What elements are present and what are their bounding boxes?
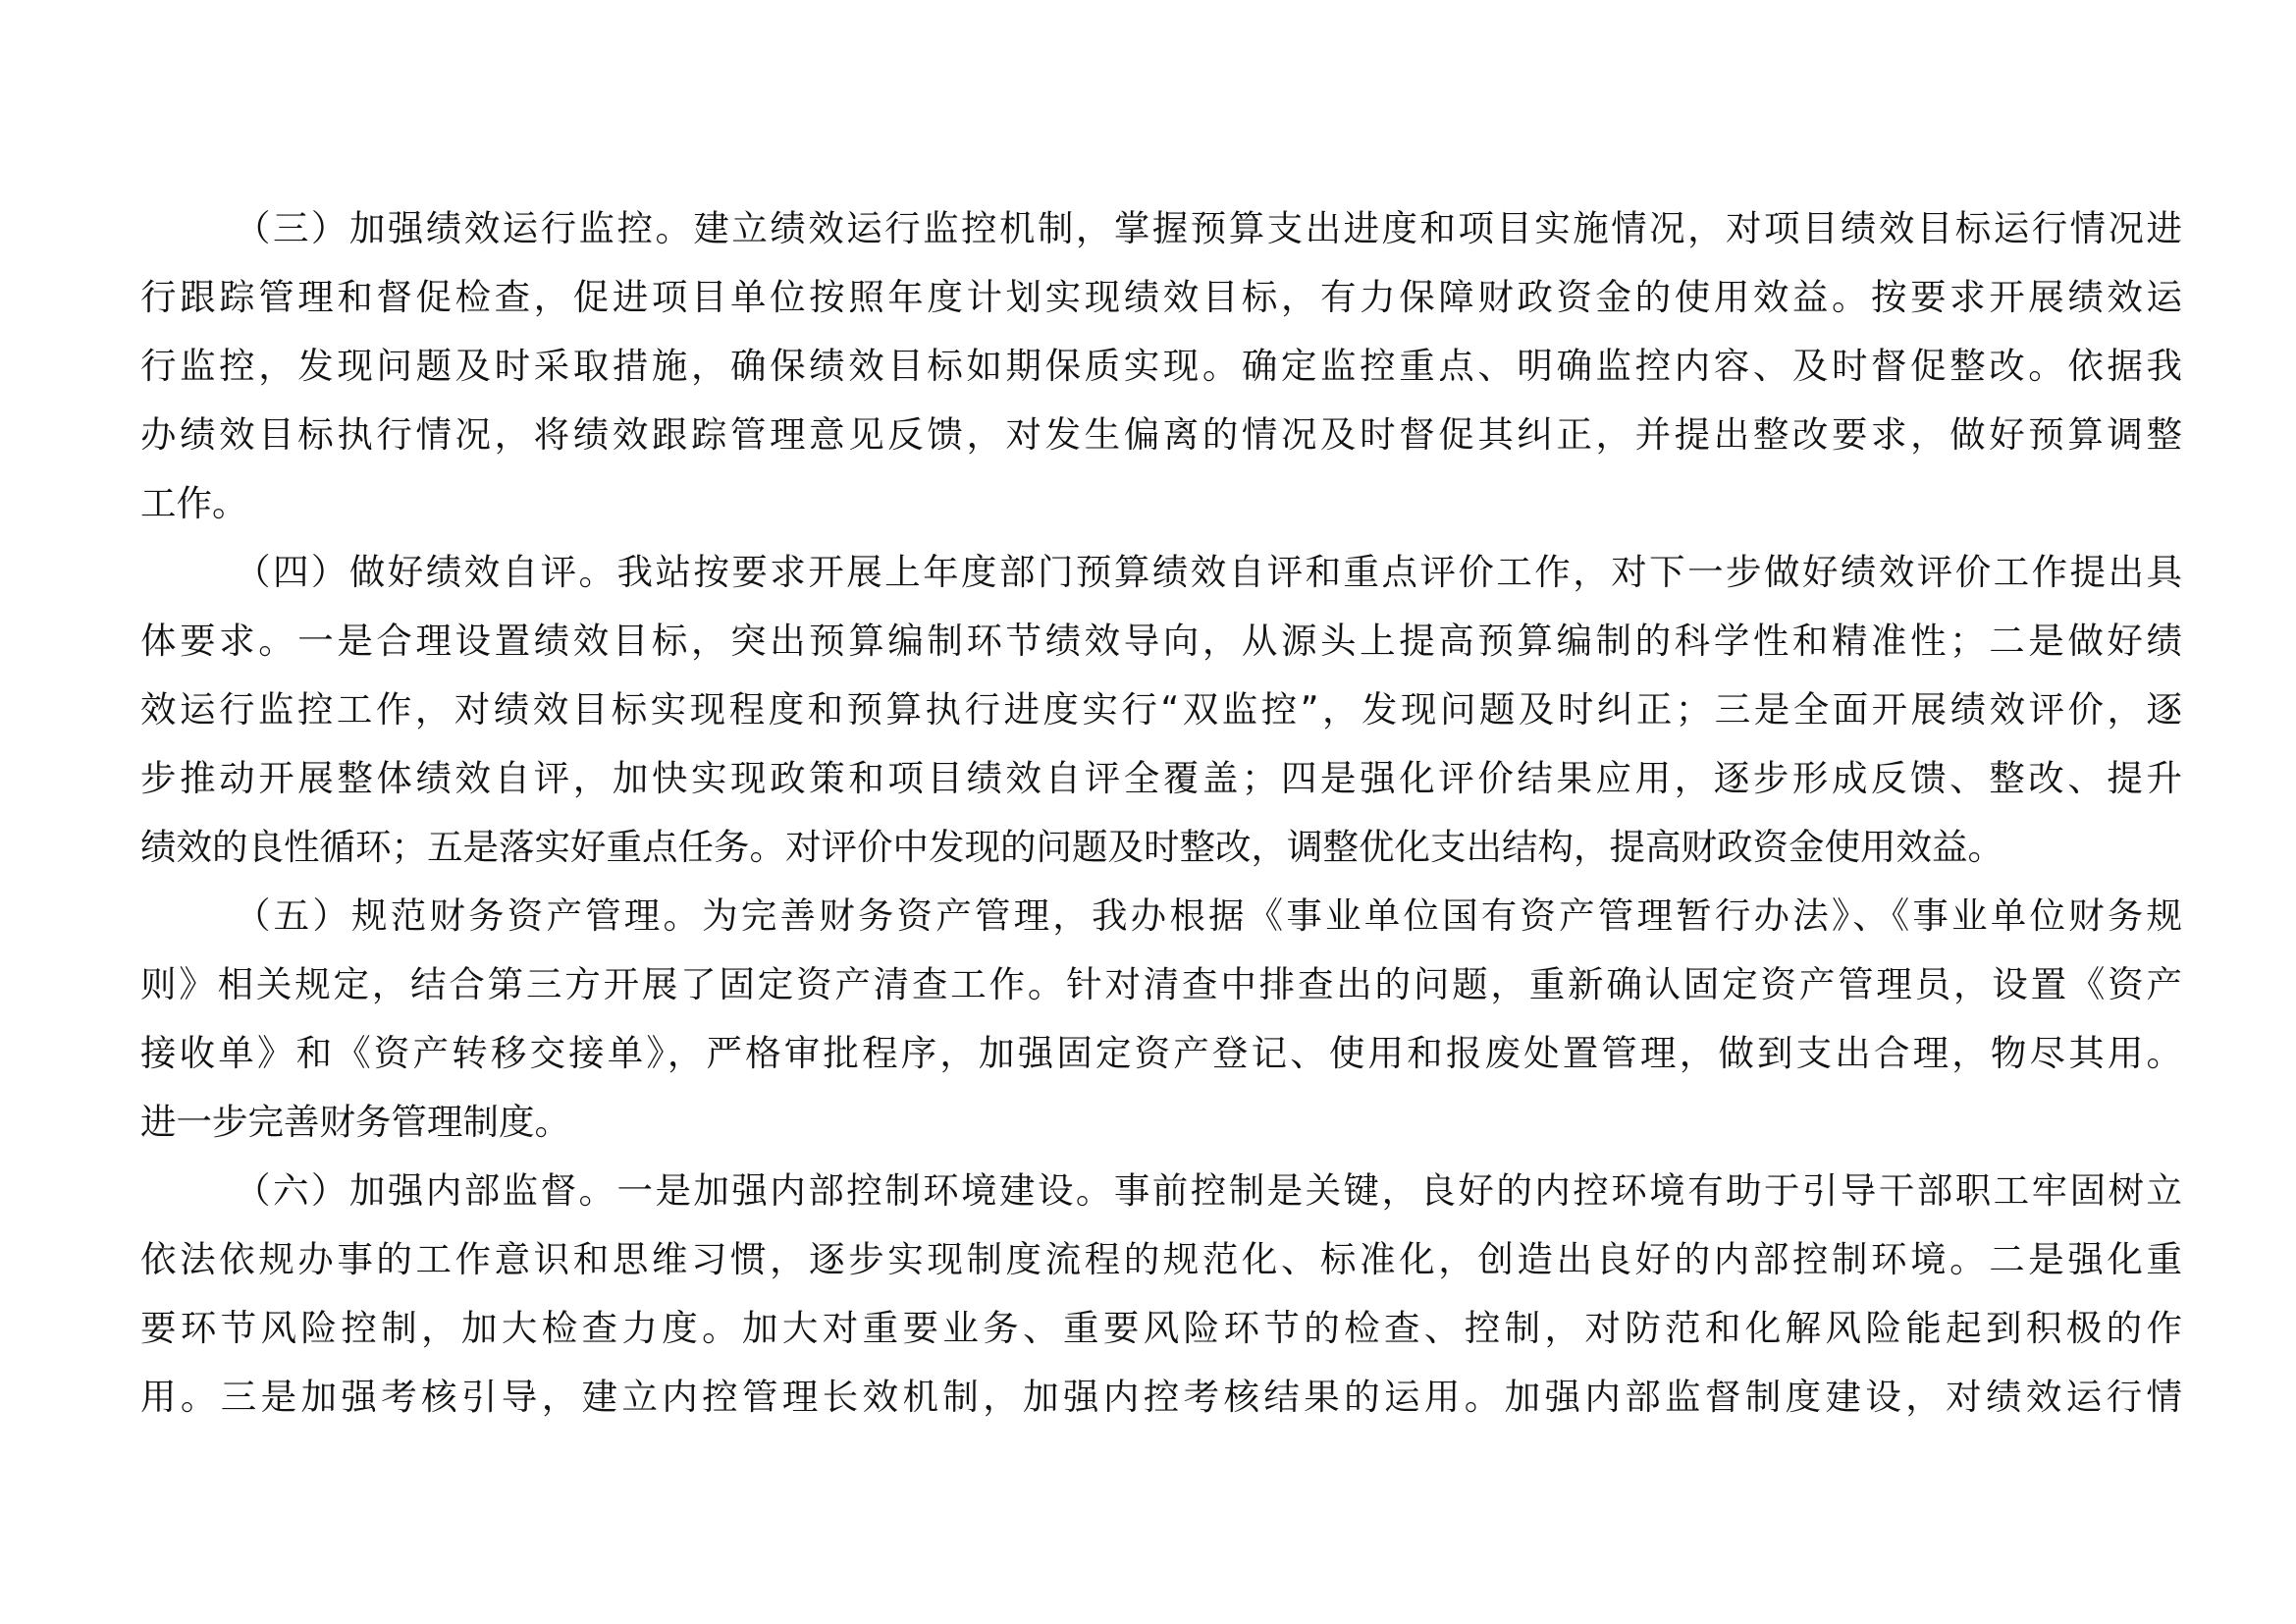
paragraph-3-line-1: （三）加强绩效运行监控。建立绩效运行监控机制，掌握预算支出进度和项目实施情况，对项目绩效目标运行情况进 <box>235 207 2182 249</box>
paragraph-5-line-3: 接收单》和《资产转移交接单》，严格审批程序，加强固定资产登记、使用和报废处置管理，做到支出合理，物尽其用。 <box>140 1032 2182 1074</box>
paragraph-4-line-5: 绩效的良性循环；五是落实好重点任务。对评价中发现的问题及时整改，调整优化支出结构，提高财政资金使用效益。 <box>140 826 2003 868</box>
paragraph-4-line-1: （四）做好绩效自评。我站按要求开展上年度部门预算绩效自评和重点评价工作，对下一步做好绩效评价工作提出具 <box>235 551 2182 593</box>
paragraph-6-line-1: （六）加强内部监督。一是加强内部控制环境建设。事前控制是关键，良好的内控环境有助于引导干部职工牢固树立 <box>235 1169 2182 1212</box>
document-body <box>140 194 2182 1432</box>
paragraph-4-line-2: 体要求。一是合理设置绩效目标，突出预算编制环节绩效导向，从源头上提高预算编制的科学性和精准性；二是做好绩 <box>140 620 2182 662</box>
paragraph-5-line-1: （五）规范财务资产管理。为完善财务资产管理，我办根据《事业单位国有资产管理暂行办法》、《事业单位财务规 <box>235 894 2182 937</box>
paragraph-3-line-3: 行监控，发现问题及时采取措施，确保绩效目标如期保质实现。确定监控重点、明确监控内容、及时督促整改。依据我 <box>140 345 2182 387</box>
paragraph-5-line-2: 则》相关规定，结合第三方开展了固定资产清查工作。针对清查中排查出的问题，重新确认固定资产管理员，设置《资产 <box>140 963 2182 1005</box>
paragraph-3-line-2: 行跟踪管理和督促检查，促进项目单位按照年度计划实现绩效目标，有力保障财政资金的使用效益。按要求开展绩效运 <box>140 276 2182 318</box>
paragraph-4-line-3: 效运行监控工作，对绩效目标实现程度和预算执行进度实行“双监控”，发现问题及时纠正；三是全面开展绩效评价，逐 <box>140 688 2182 731</box>
paragraph-3-line-4: 办绩效目标执行情况，将绩效跟踪管理意见反馈，对发生偏离的情况及时督促其纠正，并提出整改要求，做好预算调整 <box>140 413 2182 456</box>
paragraph-5-line-4: 进一步完善财务管理制度。 <box>140 1101 570 1143</box>
paragraph-6-line-4: 用。三是加强考核引导，建立内控管理长效机制，加强内控考核结果的运用。加强内部监督制度建设，对绩效运行情 <box>140 1376 2182 1418</box>
paragraph-6-line-3: 要环节风险控制，加大检查力度。加大对重要业务、重要风险环节的检查、控制，对防范和化解风险能起到积极的作 <box>140 1307 2182 1349</box>
paragraph-3-line-5: 工作。 <box>140 482 248 524</box>
paragraph-6-line-2: 依法依规办事的工作意识和思维习惯，逐步实现制度流程的规范化、标准化，创造出良好的内部控制环境。二是强化重 <box>140 1238 2182 1280</box>
paragraph-4-line-4: 步推动开展整体绩效自评，加快实现政策和项目绩效自评全覆盖；四是强化评价结果应用，逐步形成反馈、整改、提升 <box>140 757 2182 799</box>
